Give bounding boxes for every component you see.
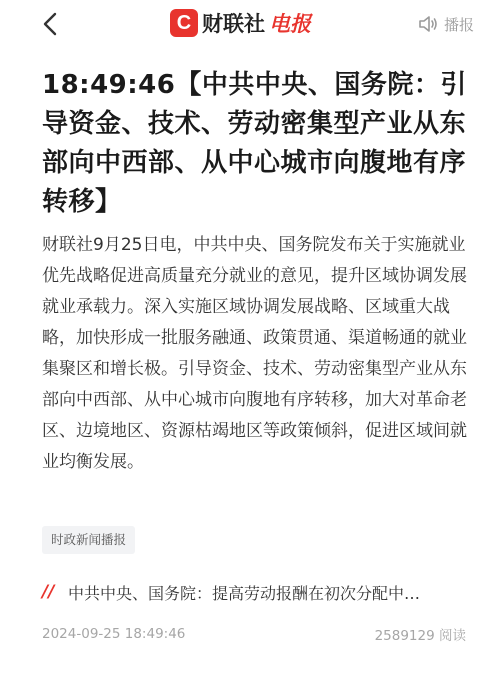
- related-article-title: 中共中央、国务院：提高劳动报酬在初次分配中…: [68, 583, 421, 603]
- chevron-left-icon: [42, 12, 58, 36]
- topic-tag[interactable]: 时政新闻播报: [42, 526, 135, 554]
- speaker-icon: [418, 15, 438, 33]
- back-button[interactable]: [36, 10, 64, 38]
- app-logo: [170, 7, 311, 39]
- logo-text-accent: 电报: [269, 12, 311, 36]
- publish-datetime: 2024-09-25 18:49:46: [42, 626, 186, 642]
- broadcast-label: 播报: [443, 15, 474, 34]
- read-count: 2589129 阅读: [374, 628, 466, 644]
- related-article-link[interactable]: [42, 580, 472, 604]
- article-body: 财联社9月25日电，中共中央、国务院发布关于实施就业优先战略促进高质量充分就业的意见，提升区域协调发展就业承载力。深入实施区域协调发展战略、区域重大战略，加快形成一批服务融通、政策贯通、渠道畅通的就业集聚区和增长极。引导资金、技术、劳动密集型产业从东部向中西部、从中心城市向腹地有序转移，加大对革命老区、边境地区、资源枯竭地区等政策倾斜，促进区域间就业均衡发展。: [42, 235, 467, 472]
- broadcast-button[interactable]: [418, 13, 474, 35]
- logo-mark: C: [170, 9, 198, 37]
- article-title: 18:49:46【中共中央、国务院：引导资金、技术、劳动密集型产业从东部向中西部、从中心城市向腹地有序转移】: [42, 70, 467, 217]
- related-mark: //: [42, 582, 55, 602]
- top-bar: [0, 0, 502, 48]
- article-meta: [42, 624, 466, 644]
- logo-text-main: 财联社: [202, 12, 265, 36]
